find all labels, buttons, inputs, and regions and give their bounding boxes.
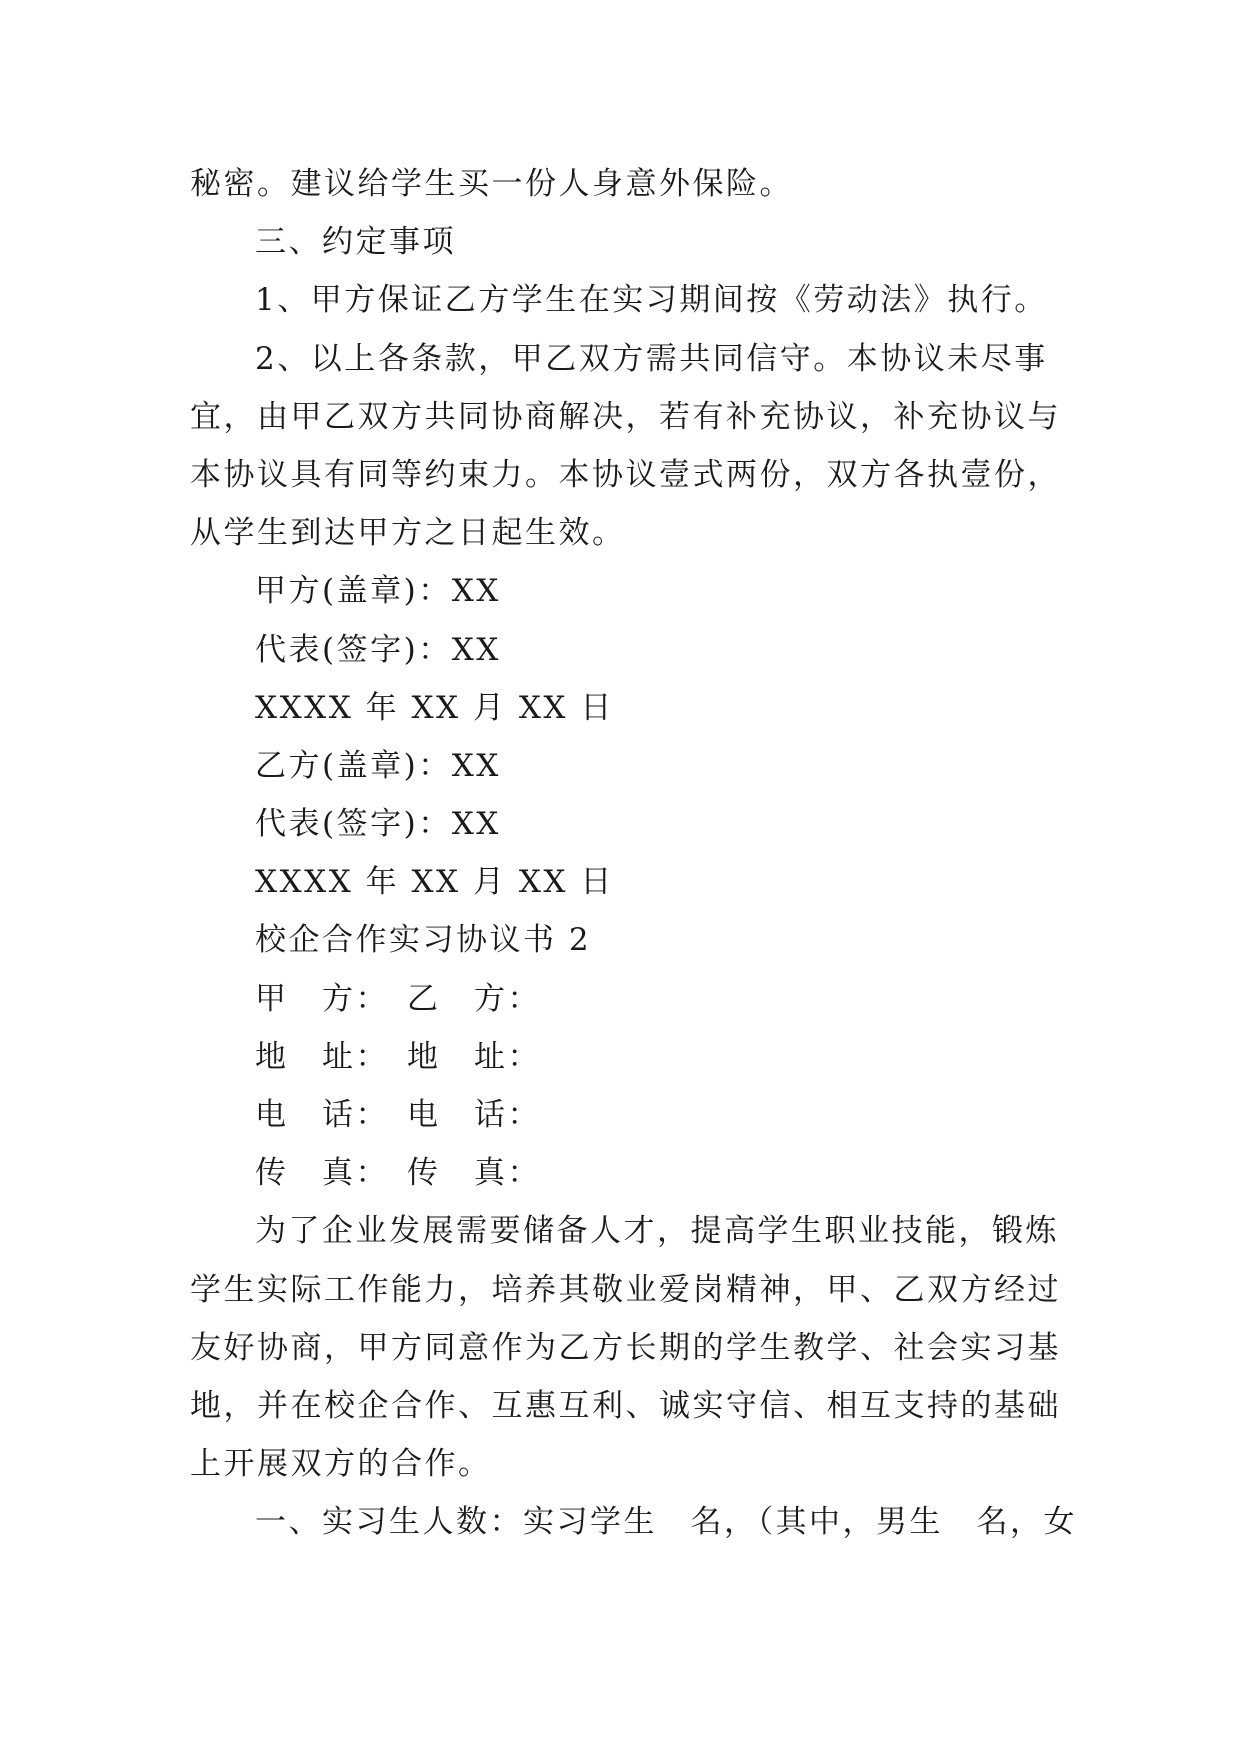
document-line: 电 话： 电 话： [255,1097,541,1133]
document-line: 三、约定事项 [255,224,456,261]
document-line: 校企合作实习协议书 2 [255,922,592,959]
document-line: 秘密。建议给学生买一份人身意外保险。 [190,166,793,202]
document-line: 为了企业发展需要储备人才，提高学生职业技能，锻炼 [255,1213,1059,1250]
document-line: 本协议具有同等约束力。本协议壹式两份，双方各执壹份， [190,456,1061,493]
document-body [190,155,1077,1552]
document-line: 1、甲方保证乙方学生在实习期间按《劳动法》执行。 [255,282,1048,319]
document-line: 地，并在校企合作、互惠互利、诚实守信、相互支持的基础 [190,1387,1061,1424]
document-line: 宜，由甲乙双方共同协商解决，若有补充协议，补充协议与 [190,398,1061,435]
document-line: 上开展双方的合作。 [190,1446,492,1483]
document-line: 传 真： 传 真： [255,1155,541,1192]
document-line: 友好协商，甲方同意作为乙方长期的学生教学、社会实习基 [190,1329,1061,1366]
document-line: 甲 方： 乙 方： [255,980,541,1017]
document-line: 甲方(盖章)：XX [255,573,501,610]
document-line: 一、实习生人数：实习学生 名，（其中，男生 名，女 [255,1504,1077,1541]
document-line: 学生实际工作能力，培养其敬业爱岗精神，甲、乙双方经过 [190,1271,1061,1308]
document-line: XXXX 年 XX 月 XX 日 [255,864,614,901]
document-line: 代表(签字)：XX [255,806,501,843]
document-line: XXXX 年 XX 月 XX 日 [255,689,614,726]
document-line: 代表(签字)：XX [255,631,501,668]
document-line: 乙方(盖章)：XX [255,747,501,784]
document-line: 地 址： 地 址： [255,1038,541,1075]
document-line: 2、以上各条款，甲乙双方需共同信守。本协议未尽事 [255,340,1048,377]
document-line: 从学生到达甲方之日起生效。 [190,515,626,552]
